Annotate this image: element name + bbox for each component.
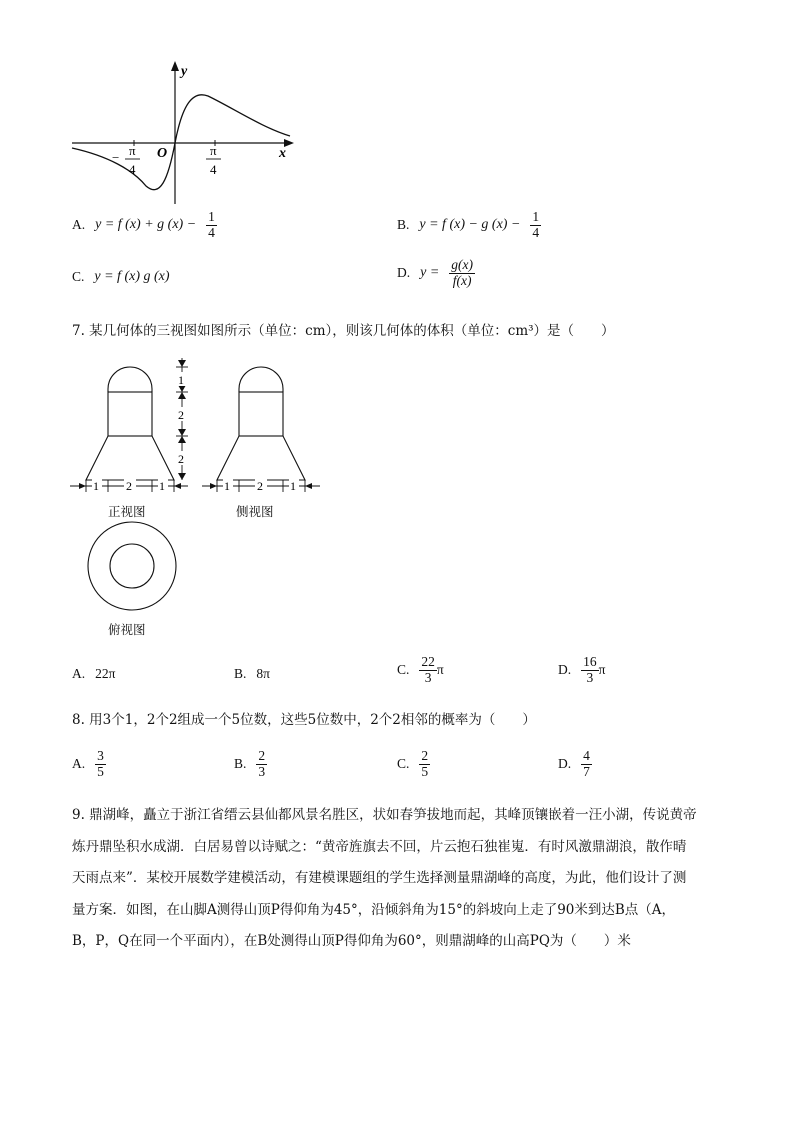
side-dome bbox=[239, 367, 283, 392]
option-letter: B. bbox=[234, 756, 247, 772]
option-fraction: $\frac{16}{3}$ bbox=[583, 654, 597, 685]
option-letter: C. bbox=[72, 269, 85, 284]
option-letter: D. bbox=[397, 265, 411, 281]
front-dome bbox=[108, 367, 152, 392]
q9-line-1: 9. 鼎湖峰，矗立于浙江省缙云县仙都风景名胜区，状如春笋拔地而起，其峰顶镶嵌着一汪小湖，传说黄帝 bbox=[72, 807, 697, 823]
option-suffix: π bbox=[436, 662, 444, 678]
neg-tick-sign: − bbox=[112, 150, 120, 165]
y-axis-label: y bbox=[181, 64, 188, 79]
q6-option-b[interactable] bbox=[397, 210, 541, 241]
option-fraction: $\frac{g(x)}{f(x)}$ bbox=[451, 257, 474, 288]
side-view-caption: 侧视图 bbox=[236, 504, 274, 519]
neg-tick-num: π bbox=[129, 143, 136, 158]
x-axis-label: x bbox=[279, 146, 286, 161]
option-letter: C. bbox=[397, 756, 410, 772]
front-frustum bbox=[86, 436, 174, 480]
vertical-dim-top: 1 bbox=[178, 373, 184, 387]
origin-label: O bbox=[157, 146, 168, 161]
option-letter: C. bbox=[397, 662, 410, 678]
q6-option-a[interactable] bbox=[72, 210, 217, 241]
q8-option-c[interactable] bbox=[397, 749, 430, 780]
side-dim-arrow-left bbox=[210, 483, 217, 489]
front-view-caption: 正视图 bbox=[108, 504, 146, 519]
top-view-inner-circle bbox=[110, 544, 154, 588]
q8-option-d[interactable] bbox=[558, 749, 592, 780]
vertical-dim-arrow bbox=[178, 360, 186, 367]
vertical-dim-arrow bbox=[178, 429, 186, 436]
front-dim-arrow-left bbox=[79, 483, 86, 489]
q8-option-a[interactable] bbox=[72, 749, 106, 780]
side-dim-left: 1 bbox=[224, 479, 230, 493]
q7-option-d[interactable] bbox=[558, 655, 605, 686]
vertical-dim-arrow bbox=[178, 392, 186, 399]
option-fraction: $\frac{2}{3}$ bbox=[258, 748, 266, 779]
vertical-dim-mid: 2 bbox=[178, 408, 184, 422]
q7-option-b[interactable] bbox=[234, 666, 270, 682]
option-letter: A. bbox=[72, 666, 86, 681]
option-expression: y = f (x) g (x) bbox=[94, 269, 170, 284]
front-dim-left: 1 bbox=[93, 479, 99, 493]
side-dim-arrow-right bbox=[305, 483, 312, 489]
front-cylinder bbox=[108, 392, 152, 436]
front-dim-mid: 2 bbox=[126, 479, 132, 493]
q7-stem: 7. 某几何体的三视图如图所示（单位：cm），则该几何体的体积（单位：cm³）是（ ） bbox=[72, 323, 615, 339]
option-fraction: $\frac{22}{3}$ bbox=[421, 654, 435, 685]
q9-line-5: B，P，Q在同一个平面内），在B处测得山顶P得仰角为60°，则鼎湖峰的山高PQ为（ ）米 bbox=[72, 933, 631, 949]
top-view-caption: 俯视图 bbox=[108, 622, 146, 637]
side-dim-mid: 2 bbox=[257, 479, 263, 493]
q7-option-a[interactable] bbox=[72, 666, 115, 682]
function-graph bbox=[68, 58, 304, 210]
side-cylinder bbox=[239, 392, 283, 436]
q8-option-b[interactable] bbox=[234, 749, 267, 780]
q9-line-2: 炼丹鼎坠积水成湖．白居易曾以诗赋之：“黄帝旌旗去不回，片云抱石独崔嵬．有时风激鼎湖浪，散作晴 bbox=[72, 838, 687, 855]
q8-stem: 8. 用3个1，2个2组成一个5位数，这些5位数中，2个2相邻的概率为（ ） bbox=[72, 712, 536, 728]
neg-tick-den: 4 bbox=[129, 162, 136, 177]
front-dim-arrow-right bbox=[174, 483, 181, 489]
option-letter: A. bbox=[72, 217, 86, 233]
vertical-dim-arrow bbox=[178, 436, 186, 443]
option-fraction: $\frac{1}{4}$ bbox=[208, 209, 215, 240]
q6-option-d[interactable] bbox=[397, 258, 475, 289]
side-frustum bbox=[217, 436, 305, 480]
option-expression: y = f (x) + g (x) − bbox=[95, 217, 197, 233]
vertical-dim-bottom: 2 bbox=[178, 452, 184, 466]
option-letter: B. bbox=[397, 217, 410, 233]
option-fraction: $\frac{1}{4}$ bbox=[532, 209, 540, 240]
side-dim-right: 1 bbox=[290, 479, 296, 493]
option-fraction: $\frac{4}{7}$ bbox=[583, 748, 590, 779]
option-value: 8π bbox=[256, 666, 270, 681]
option-fraction: $\frac{3}{5}$ bbox=[97, 748, 104, 779]
vertical-dim-arrow bbox=[178, 473, 186, 480]
side-view-figure bbox=[200, 356, 324, 496]
front-dim-right: 1 bbox=[159, 479, 165, 493]
option-expression: y = f (x) − g (x) − bbox=[419, 217, 521, 233]
q6-option-c[interactable] bbox=[72, 269, 170, 285]
option-letter: D. bbox=[558, 662, 572, 678]
q9-stem bbox=[72, 800, 732, 958]
front-view-figure bbox=[68, 356, 202, 496]
pos-tick-num: π bbox=[210, 143, 217, 158]
q9-line-3: 天雨点来”．某校开展数学建模活动，有建模课题组的学生选择测量鼎湖峰的高度，为此，他们设计了测 bbox=[72, 870, 687, 886]
q9-line-4: 量方案．如图，在山脚A测得山顶P得仰角为45°，沿倾斜角为15°的斜坡向上走了90米到达B点（A， bbox=[72, 901, 676, 918]
option-letter: B. bbox=[234, 666, 247, 681]
function-curve bbox=[72, 95, 290, 190]
pos-tick-den: 4 bbox=[210, 162, 217, 177]
option-suffix: π bbox=[598, 662, 606, 678]
option-letter: A. bbox=[72, 756, 86, 772]
option-letter: D. bbox=[558, 756, 572, 772]
option-expression: y = bbox=[420, 265, 440, 281]
option-value: 22π bbox=[95, 666, 116, 681]
q7-option-c[interactable] bbox=[397, 655, 444, 686]
top-view-outer-circle bbox=[88, 522, 176, 610]
option-fraction: $\frac{2}{5}$ bbox=[421, 748, 429, 779]
y-axis-arrow bbox=[171, 61, 179, 71]
top-view-figure bbox=[84, 518, 180, 614]
